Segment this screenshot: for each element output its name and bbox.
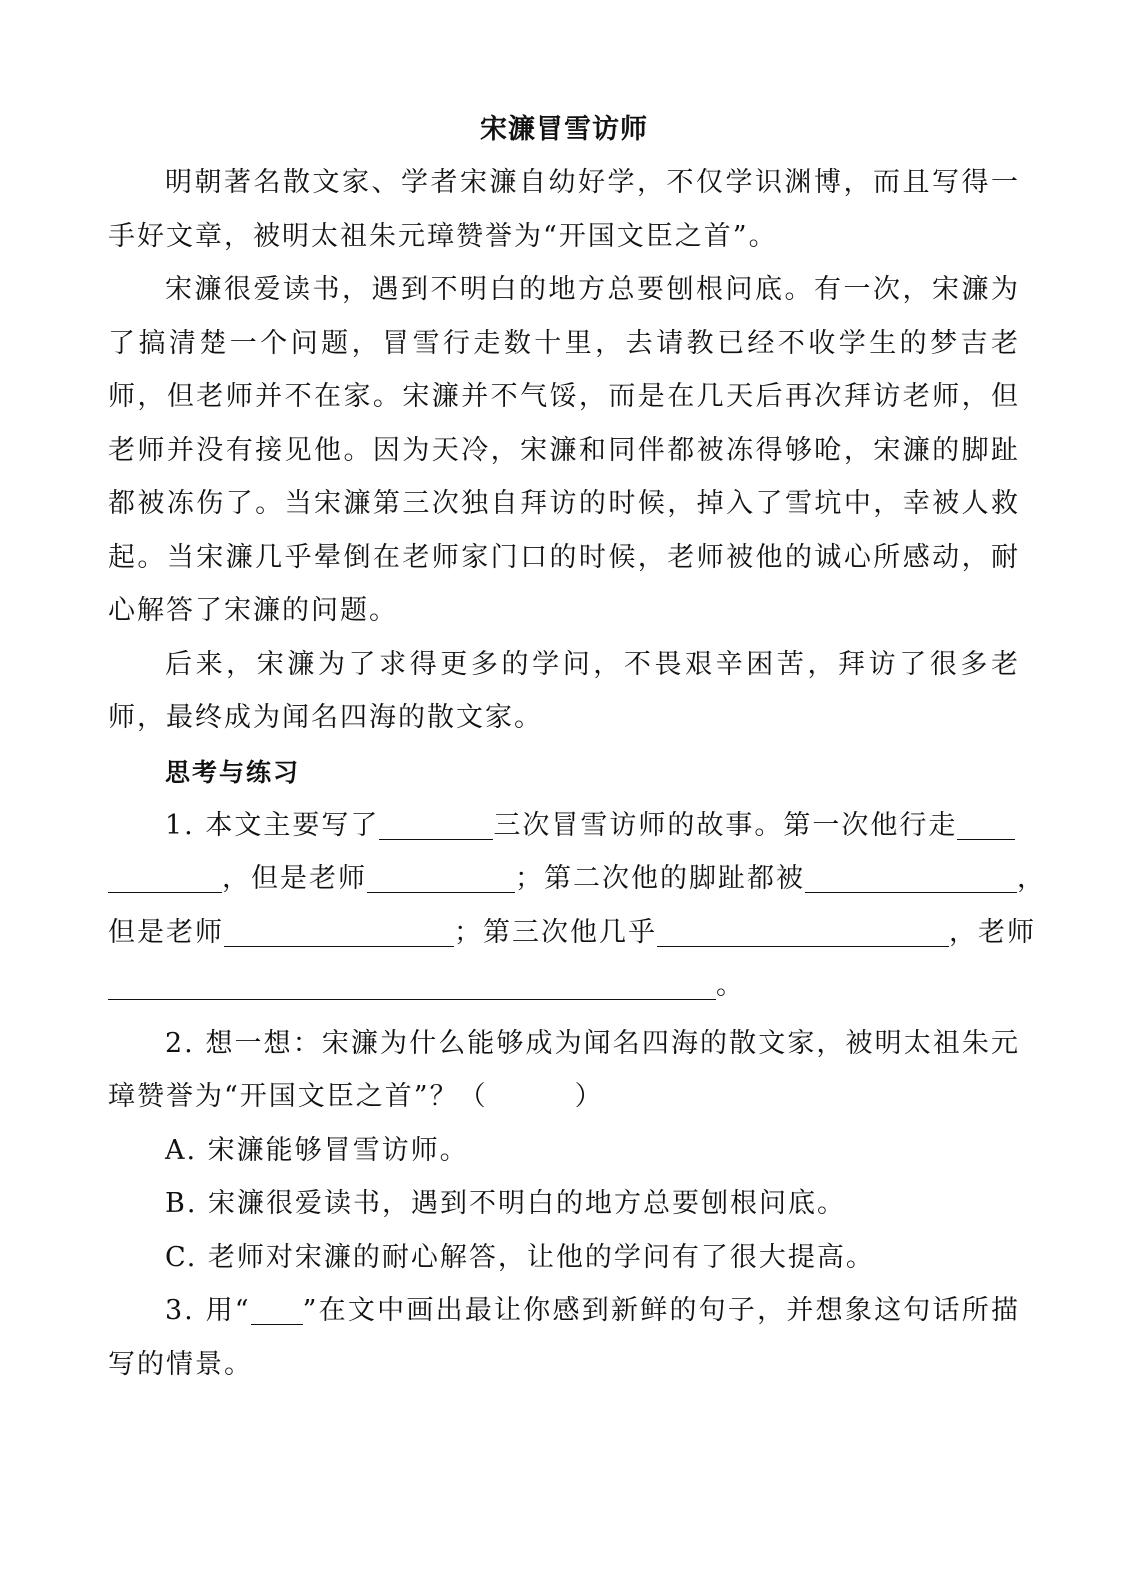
q1-blank-3[interactable] bbox=[367, 862, 515, 893]
q3-text-b: ”在文中画出最让你感到新鲜的句子，并想象这句话所描写的情景。 bbox=[108, 1295, 1020, 1380]
q1-blank-2a[interactable] bbox=[957, 809, 1015, 840]
q1-text-c: ，但是老师 bbox=[222, 863, 367, 894]
q2-option-b[interactable]: B. 宋濂很爱读书，遇到不明白的地方总要刨根问底。 bbox=[165, 1188, 847, 1219]
q2-option-c[interactable]: C. 老师对宋濂的耐心解答，让他的学问有了很大提高。 bbox=[165, 1241, 875, 1273]
q1-line-2 bbox=[108, 852, 1046, 906]
paragraph-3: 后来，宋濂为了求得更多的学问，不畏艰辛困苦，拜访了很多老师，最终成为闻名四海的散文家。 bbox=[108, 648, 1020, 733]
q1-text-d: ；第二次他的脚趾都被 bbox=[515, 863, 805, 894]
q2-stem: 2. 想一想：宋濂为什么能够成为闻名四海的散文家，被明太祖朱元璋赞誉为“开国文臣之首”？（ ） bbox=[108, 1027, 1020, 1112]
article-title: 宋濂冒雪访师 bbox=[480, 114, 648, 145]
q1-blank-4[interactable] bbox=[805, 862, 1017, 893]
q1-blank-6[interactable] bbox=[657, 916, 949, 947]
question-2 bbox=[108, 1017, 1020, 1285]
paragraph-1: 明朝著名散文家、学者宋濂自幼好学，不仅学识渊博，而且写得一手好文章，被明太祖朱元璋赞誉为“开国文臣之首”。 bbox=[108, 167, 1020, 252]
q1-text-a: 1. 本文主要写了 bbox=[165, 809, 380, 841]
worksheet-page bbox=[108, 108, 1046, 1391]
q3-stem bbox=[108, 1284, 1020, 1391]
q1-line-4 bbox=[108, 959, 1020, 1013]
q3-underline-sample bbox=[251, 1294, 303, 1325]
q1-blank-2b[interactable] bbox=[108, 862, 222, 893]
q1-blank-5[interactable] bbox=[224, 916, 454, 947]
exercise-heading: 思考与练习 bbox=[165, 757, 301, 787]
q1-text-g: ；第三次他几乎 bbox=[454, 916, 657, 948]
q1-line-1 bbox=[108, 799, 1020, 853]
question-3 bbox=[108, 1284, 1020, 1391]
q3-text-a: 3. 用“ bbox=[165, 1295, 251, 1326]
question-1 bbox=[108, 799, 1046, 1013]
q1-blank-1[interactable] bbox=[379, 809, 493, 840]
q1-line-3 bbox=[108, 906, 1036, 960]
q2-option-a[interactable]: A. 宋濂能够冒雪访师。 bbox=[165, 1134, 469, 1166]
q1-blank-7[interactable] bbox=[108, 969, 716, 1000]
q1-text-f: 但是老师 bbox=[108, 916, 224, 948]
q1-text-i: 。 bbox=[716, 970, 745, 1001]
paragraph-2: 宋濂很爱读书，遇到不明白的地方总要刨根问底。有一次，宋濂为了搞清楚一个问题，冒雪行走数十里，去请教已经不收学生的梦吉老师，但老师并不在家。宋濂并不气馁，而是在几天后再次拜访老师，但老师并没有接见他。因为天冷，宋濂和同伴都被冻得够呛，宋濂的脚趾都被冻伤了。当宋濂第三次独自拜访的时候，掉入了雪坑中，幸被人救起。当宋濂几乎晕倒在老师家门口的时候，老师被他的诚心所感动，耐心解答了宋濂的问题。 bbox=[108, 274, 1020, 626]
q1-text-b: 三次冒雪访师的故事。第一次他行走 bbox=[493, 809, 958, 841]
q1-text-h: ，老师 bbox=[949, 916, 1036, 948]
q1-text-e: ， bbox=[1017, 863, 1046, 894]
